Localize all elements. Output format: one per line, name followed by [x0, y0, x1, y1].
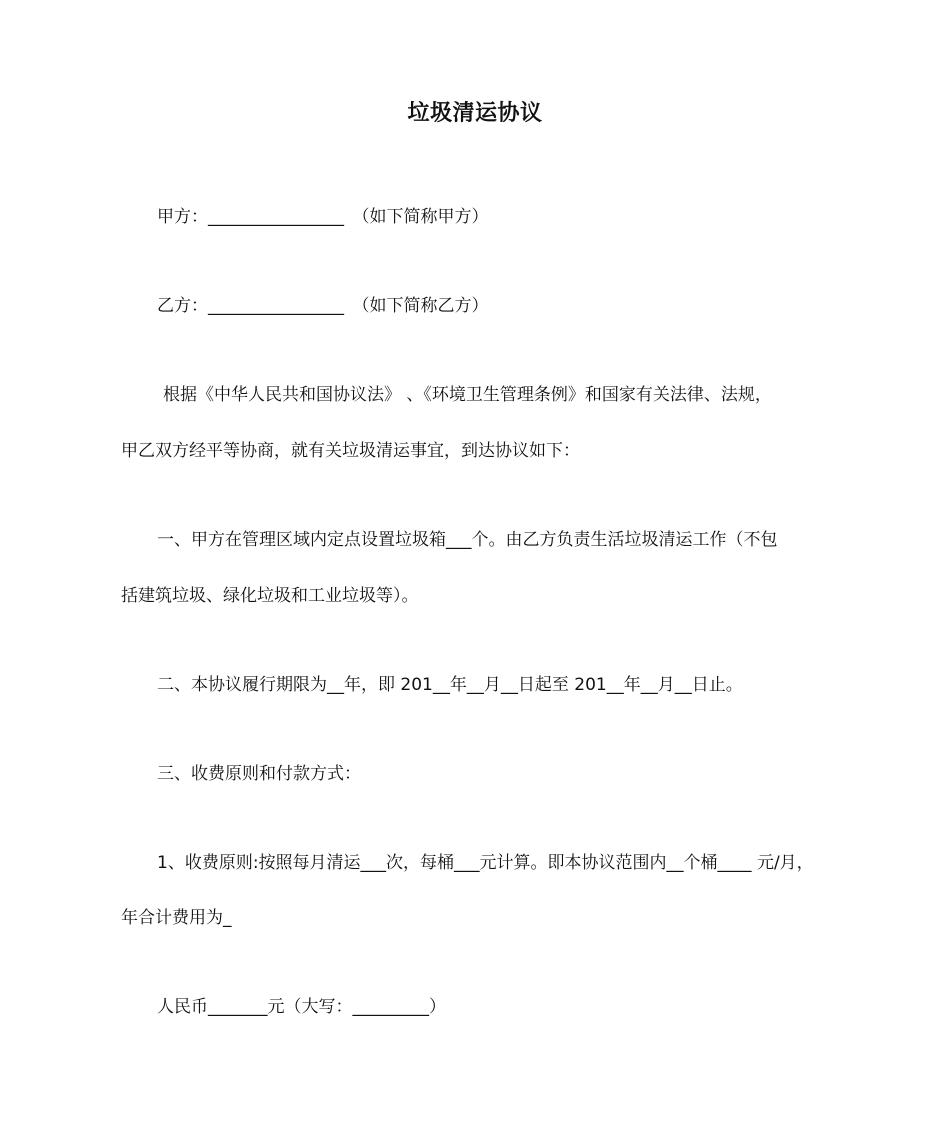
clause-3-1-line-1: 1、收费原则:按照每月清运___次，每桶___元计算。即本协议范围内__个桶____ 元/月， [157, 853, 814, 873]
party-b-line: 乙方：________________ （如下简称乙方） [157, 296, 489, 316]
clause-1-line-2: 括建筑垃圾、绿化垃圾和工业垃圾等）。 [121, 586, 419, 606]
clause-1-line-1: 一、甲方在管理区域内定点设置垃圾箱___个。由乙方负责生活垃圾清运工作（不包 [157, 530, 778, 550]
clause-3-1-line-3: 人民币_______元（大写：_________） [157, 997, 446, 1017]
clause-3-1-line-2: 年合计费用为_ [121, 908, 232, 928]
document-title: 垃圾清运协议 [407, 101, 543, 126]
intro-paragraph-line-2: 甲乙双方经平等协商，就有关垃圾清运事宜，到达协议如下： [121, 441, 580, 461]
clause-2-line: 二、本协议履行期限为__年，即 201__年__月__日起至 201__年__月__日止。 [157, 675, 743, 695]
intro-paragraph-line-1: 根据《中华人民共和国协议法》 、《环境卫生管理条例》和国家有关法律、法规， [163, 385, 772, 405]
party-a-line: 甲方：________________ （如下简称甲方） [157, 207, 489, 227]
clause-3-heading: 三、收费原则和付款方式： [157, 764, 361, 784]
